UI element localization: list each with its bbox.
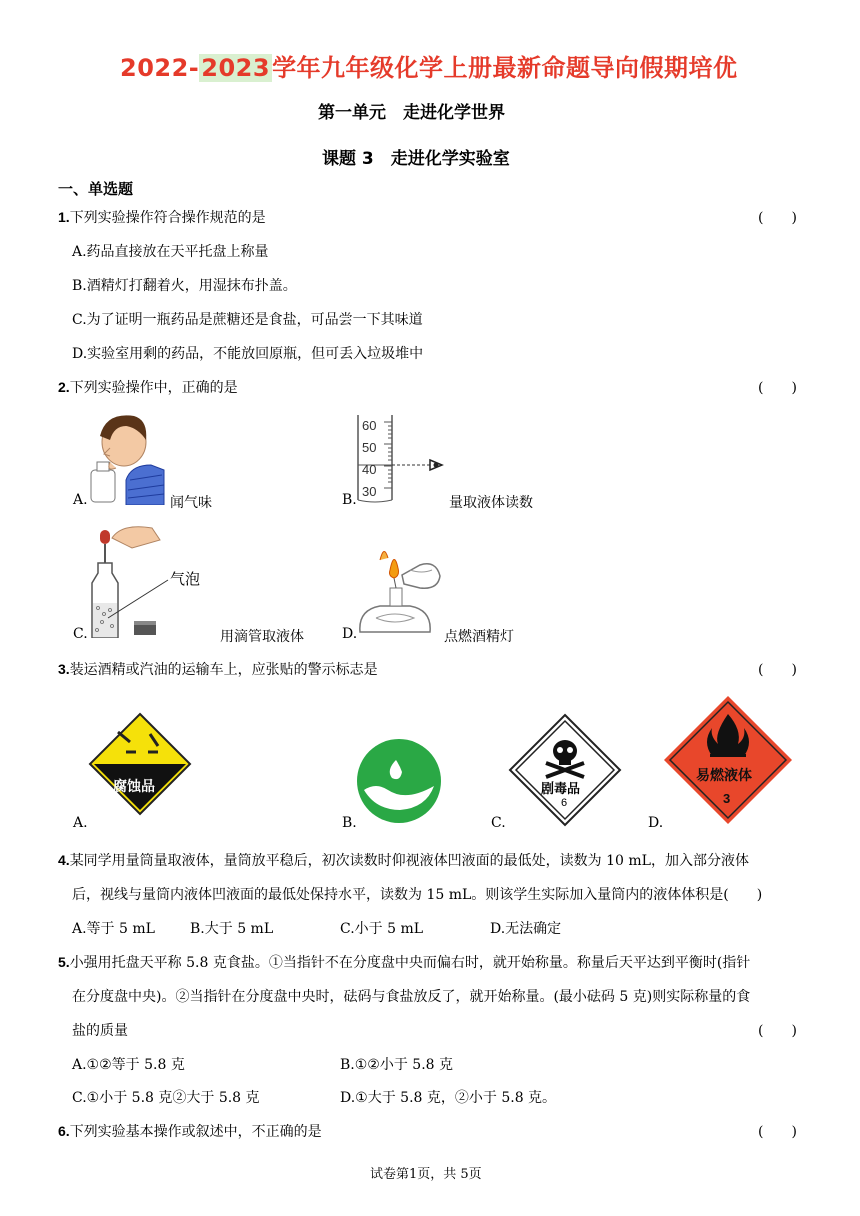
flammable-liquid-sign-icon xyxy=(662,694,794,826)
q5-option-d: D.①大于 5.8 克，②小于 5.8 克。 xyxy=(340,1090,557,1106)
q1-option-b: B.酒精灯打翻着火，用湿抹布扑盖。 xyxy=(72,278,297,294)
page-footer: 试卷第1页，共 5页 xyxy=(370,1167,482,1182)
q2-option-d-label: D. xyxy=(342,626,358,642)
q4-option-b: B.大于 5 mL xyxy=(190,921,274,937)
q2-option-c-label: C. xyxy=(73,626,88,642)
question-5-line1: 5.小强用托盘天平称 5.8 克食盐。①当指针不在分度盘中央而偏右时，就开始称量。称量后天平达到平衡时(指针 xyxy=(58,954,751,971)
toxic-sign-text: 剧毒品 xyxy=(541,782,581,797)
question-4-line1: 4.某同学用量筒量取液体，量筒放平稳后，初次读数时仰视液体凹液面的最低处，读数为 10 mL，加入部分液体 xyxy=(58,852,749,869)
question-5-line2: 在分度盘中央)。②当指针在分度盘中央时，砝码与食盐放反了，就开始称量。(最小砝码 5 克)则实际称量的食 xyxy=(72,989,751,1005)
q4-option-a: A.等于 5 mL xyxy=(72,921,155,937)
unit-title: 第一单元 走进化学世界 xyxy=(318,103,505,123)
toxic-sign-icon xyxy=(508,713,622,827)
question-2-stem: 2.下列实验操作中，正确的是 xyxy=(58,379,238,396)
q4-option-c: C.小于 5 mL xyxy=(340,921,424,937)
bubble-label: 气泡 xyxy=(170,570,201,588)
banner-year-highlight: 2023 xyxy=(201,54,271,82)
q2-option-a-label: A. xyxy=(73,492,88,508)
q1-option-d: D.实验室用剩的药品，不能放回原瓶，但可丢入垃圾堆中 xyxy=(72,346,424,362)
q2-option-b-caption: 量取液体读数 xyxy=(449,495,533,511)
q3-option-d-label: D. xyxy=(648,815,664,831)
smell-illustration xyxy=(86,410,171,505)
q1-option-c: C.为了证明一瓶药品是蔗糖还是食盐，可品尝一下其味道 xyxy=(72,312,423,328)
banner-title xyxy=(120,48,738,83)
q2-option-a-caption: 闻气味 xyxy=(170,495,212,511)
banner-rest: 学年九年级化学上册最新命题导向假期培优 xyxy=(272,54,738,82)
question-4-line2: 后，视线与量筒内液体凹液面的最低处保持水平，读数为 15 mL。则该学生实际加入量筒内的液体体积是( ) xyxy=(72,887,763,903)
banner-year-start: 2022- xyxy=(120,54,200,82)
question-6-stem: 6.下列实验基本操作或叙述中，不正确的是 xyxy=(58,1123,322,1140)
section-heading: 一、单选题 xyxy=(58,180,134,198)
toxic-sign-number: 6 xyxy=(561,797,568,809)
q4-option-d: D.无法确定 xyxy=(490,921,562,937)
lesson-title: 课题 3 走进化学实验室 xyxy=(322,149,510,169)
question-5-line3: 盐的质量 xyxy=(72,1023,128,1039)
answer-paren-6: ( ) xyxy=(758,1124,797,1140)
corrosive-sign-icon xyxy=(88,712,192,816)
question-3-stem: 3.装运酒精或汽油的运输车上，应张贴的警示标志是 xyxy=(58,661,378,678)
q3-option-b-label: B. xyxy=(342,815,357,831)
answer-paren-1: ( ) xyxy=(758,210,797,226)
corrosive-sign-text: 腐蚀品 xyxy=(113,779,155,795)
q2-option-d-caption: 点燃酒精灯 xyxy=(444,629,514,645)
q2-option-b-label: B. xyxy=(342,492,357,508)
q3-option-a-label: A. xyxy=(73,815,88,831)
cylinder-tick-labels: 60 50 40 30 xyxy=(362,418,377,499)
q5-option-a: A.①②等于 5.8 克 xyxy=(72,1057,185,1073)
flammable-sign-number: 3 xyxy=(723,791,731,806)
q5-option-c: C.①小于 5.8 克②大于 5.8 克 xyxy=(72,1090,260,1106)
q5-option-b: B.①②小于 5.8 克 xyxy=(340,1057,454,1073)
answer-paren-5: ( ) xyxy=(758,1023,797,1039)
q1-option-a: A.药品直接放在天平托盘上称量 xyxy=(72,244,269,260)
answer-paren-2: ( ) xyxy=(758,380,797,396)
answer-paren-3: ( ) xyxy=(758,662,797,678)
q2-option-c-caption: 用滴管取液体 xyxy=(220,629,304,645)
green-circle-sign-icon xyxy=(356,738,442,824)
alcohol-lamp-illustration xyxy=(350,540,450,640)
flammable-sign-text: 易燃液体 xyxy=(696,768,752,784)
q3-option-c-label: C. xyxy=(491,815,506,831)
question-1-stem: 1.下列实验操作符合操作规范的是 xyxy=(58,209,266,226)
